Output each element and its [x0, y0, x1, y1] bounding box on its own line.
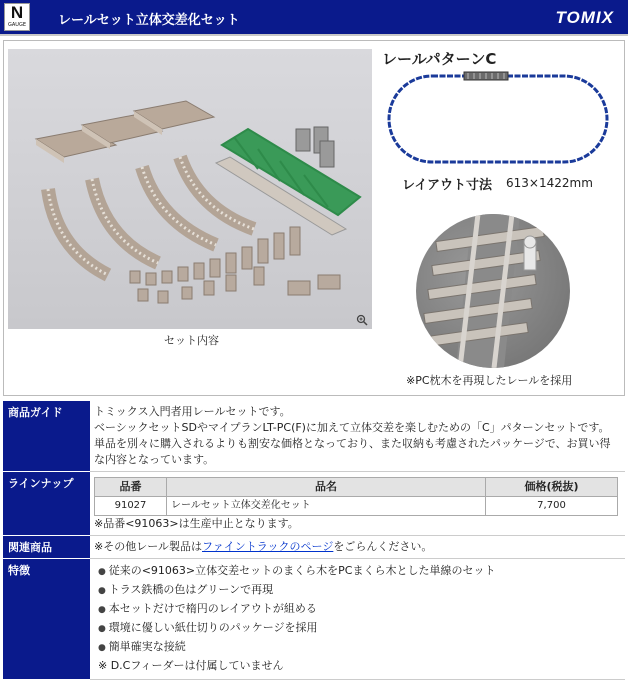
- lineup-label: ラインナップ: [3, 472, 90, 536]
- fine-track-link[interactable]: ファイントラックのページ: [202, 540, 334, 553]
- rail-pattern-title: レールパターンC: [382, 50, 497, 68]
- features-row: [3, 559, 625, 680]
- related-row: [3, 536, 625, 559]
- lineup-content: [90, 472, 625, 536]
- features-label: 特徴: [3, 559, 90, 680]
- related-prefix: ※その他レール製品は: [94, 540, 202, 553]
- badge-sub: GAUGE: [8, 22, 26, 28]
- rail-caption: ※PC枕木を再現したレールを採用: [406, 374, 573, 387]
- lineup-row: [3, 472, 625, 536]
- brand-logo: TOMIX: [555, 8, 614, 27]
- product-info-table: [3, 401, 625, 680]
- product-code: 91027: [95, 497, 167, 516]
- zoom-icon[interactable]: [356, 314, 368, 329]
- guide-row: [3, 401, 625, 472]
- list-item: ● 本セットだけで楕円のレイアウトが組める: [98, 600, 621, 619]
- features-list: [94, 562, 621, 676]
- rail-pattern-diagram: [384, 70, 612, 173]
- col-name-header: 品名: [167, 478, 486, 497]
- list-item: ● トラス鉄橋の色はグリーンで再現: [98, 581, 621, 600]
- related-content: [90, 536, 625, 559]
- guide-label: 商品ガイド: [3, 401, 90, 472]
- pc-sleeper-rail-photo: [416, 214, 570, 368]
- layout-size-value: 613×1422mm: [506, 176, 593, 190]
- layout-size-label: レイアウト寸法: [402, 178, 492, 193]
- lineup-table: [94, 477, 618, 516]
- guide-line: ベーシックセットSDやマイプランLT-PC(F)に加えて立体交差を楽しむための「C」パターンセットです。: [94, 421, 610, 434]
- page-title: レールセット立体交差化セット: [58, 13, 240, 28]
- product-price: 7,700: [486, 497, 618, 516]
- product-name: レールセット立体交差化セット: [167, 497, 486, 516]
- table-row: [95, 497, 618, 516]
- n-gauge-badge: [4, 3, 30, 31]
- list-item: ● 従来の<91063>立体交差セットのまくら木をPCまくら木とした単線のセット: [98, 562, 621, 581]
- lineup-note: ※品番<91063>は生産中止となります。: [94, 517, 299, 530]
- features-content: [90, 559, 625, 680]
- guide-content: [90, 401, 625, 472]
- photo-caption: セット内容: [164, 334, 219, 347]
- col-code-header: 品番: [95, 478, 167, 497]
- related-label: 関連商品: [3, 536, 90, 559]
- page-header: [0, 0, 628, 36]
- guide-line: トミックス入門者用レールセットです。: [94, 405, 291, 418]
- related-suffix: をごらんください。: [333, 540, 433, 553]
- badge-letter: N: [10, 3, 24, 22]
- col-price-header: 価格(税抜): [486, 478, 618, 497]
- set-contents-illustration: [8, 49, 372, 329]
- guide-line: 単品を別々に購入されるよりも割安な価格となっており、また収納も考慮されたパッケージで、お買い得な内容となっています。: [94, 437, 611, 466]
- features-note: ※ D.Cフィーダーは付属していません: [98, 659, 284, 672]
- list-item: ● 環境に優しい紙仕切りのパッケージを採用: [98, 619, 621, 638]
- set-contents-photo[interactable]: [8, 49, 372, 329]
- list-item: ● 簡単確実な接続: [98, 638, 621, 657]
